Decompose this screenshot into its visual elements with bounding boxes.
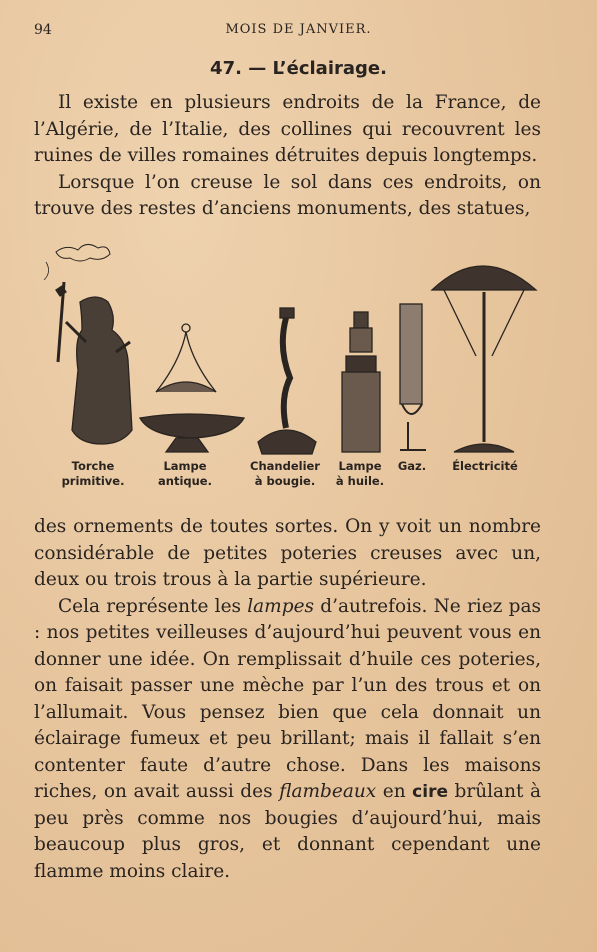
paragraph: des ornements de toutes sortes. On y voit un nombre considérable de petites poteries creuses avec un, deux ou trois trous à la partie supérieure.: [34, 516, 541, 590]
text-block-top: [34, 90, 541, 223]
text-block-bottom: [34, 514, 541, 885]
electric-lamp-icon: [432, 266, 536, 452]
running-title: MOIS DE JANVIER.: [225, 22, 372, 37]
illustration-drawing: [36, 232, 556, 462]
caption-torch: Torche primitive.: [61, 459, 125, 488]
bold-cire: cire: [412, 782, 448, 802]
caption-antique-lamp: Lampe antique.: [158, 459, 212, 488]
caption-oil-lamp: Lampe à huile.: [335, 459, 385, 488]
page-header: [0, 20, 597, 44]
paragraph: Cela représente les lampes d’autrefois. Ne riez pas : nos petites veilleuses d’aujourd’hui peuvent vous en donner une idée. On remplissait d’huile ces poteries, on faisait passer une mèche par l’un des trous et on l’allumait. Vous pensez bien que cela donnait un éclairage fumeux et peu brillant; mais il fallait s’en contenter faute d’autre chose. Dans les maisons riches, on avait aussi des flambeaux en cire brûlant à peu près comme nos bougies d’aujourd’hui, mais beaucoup plus gros, et donnant cependant une flamme moins claire.: [34, 595, 542, 882]
lighting-illustration: [36, 232, 556, 502]
caption-electricity: Électricité: [452, 459, 518, 473]
emphasis-flambeaux: flambeaux: [279, 781, 377, 802]
gas-lamp-icon: [400, 304, 426, 450]
lesson-title: 47. — L’éclairage.: [210, 58, 387, 79]
caption-candlestick: Chandelier à bougie.: [250, 459, 320, 488]
oil-lamp-icon: [342, 312, 380, 452]
paragraph: Lorsque l’on creuse le sol dans ces endroits, on trouve des restes d’anciens monuments, des statues,: [34, 171, 541, 219]
candlestick-icon: [258, 308, 316, 454]
antique-lamp-icon: [140, 324, 244, 452]
caption-gas: Gaz.: [397, 459, 427, 473]
emphasis-lampes: lampes: [247, 595, 315, 617]
paragraph: Il existe en plusieurs endroits de la France, de l’Algérie, de l’Italie, des collines qui recouvrent les ruines de villes romaines détruites depuis longtemps.: [34, 92, 541, 166]
page-number: 94: [34, 22, 52, 38]
